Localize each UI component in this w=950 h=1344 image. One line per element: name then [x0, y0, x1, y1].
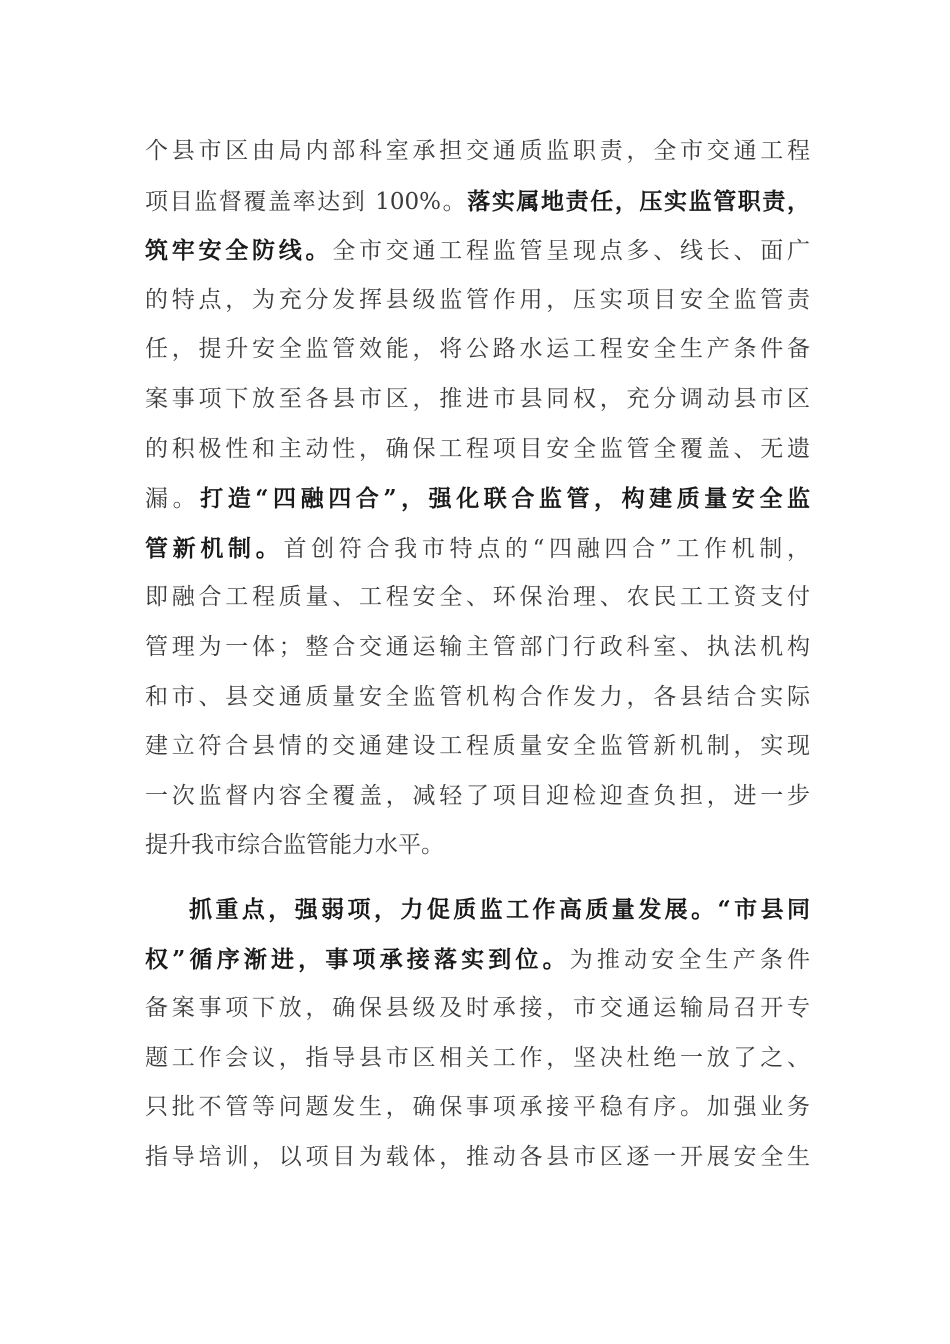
text-run: 题工作会议，指导县市区相关工作，坚决杜绝一放了之、	[145, 1044, 810, 1071]
text-run: 案事项下放至各县市区，推进市县同权，充分调动县市区	[145, 385, 810, 412]
text-line	[145, 1133, 810, 1183]
text-line	[145, 673, 810, 723]
text-run: 首创符合我市特点的“四融四合”工作机制，	[283, 535, 810, 562]
text-line	[145, 722, 810, 772]
text-line	[145, 984, 810, 1034]
text-line	[145, 226, 810, 276]
bold-heading-run: 权”循序渐进，事项承接落实到位。	[145, 945, 570, 973]
paragraph-spacing	[145, 871, 810, 885]
text-run: 的特点，为充分发挥县级监管作用，压实项目安全监管责	[145, 286, 810, 313]
text-run: 为推动安全生产条件	[569, 946, 811, 973]
text-run: 项目监督覆盖率达到 100%。	[145, 188, 468, 215]
text-line	[145, 375, 810, 425]
bold-heading-run: 落实属地责任，压实监管职责，	[467, 187, 810, 215]
text-run: 个县市区由局内部科室承担交通质监职责，全市交通工程	[145, 138, 810, 164]
text-line	[145, 276, 810, 326]
text-line	[145, 325, 810, 375]
text-run: 提升我市综合监管能力水平。	[145, 832, 444, 859]
text-run: 和市、县交通质量安全监管机构合作发力，各县结合实际	[145, 683, 810, 710]
text-run: 任，提升安全监管效能，将公路水运工程安全生产条件备	[145, 336, 810, 363]
text-line	[145, 772, 810, 822]
text-run: 管理为一体；整合交通运输主管部门行政科室、执法机构	[145, 633, 810, 660]
text-run: 一次监督内容全覆盖，减轻了项目迎检迎查负担，进一步	[145, 782, 810, 809]
text-run: 指导培训，以项目为载体，推动各县市区逐一开展安全生	[145, 1143, 810, 1170]
text-run: 漏。	[145, 486, 201, 513]
text-line	[145, 885, 810, 935]
text-line	[145, 474, 810, 524]
text-run: 即融合工程质量、工程安全、环保治理、农民工工资支付	[145, 584, 810, 611]
text-run: 全市交通工程监管呈现点多、线长、面广	[332, 238, 810, 265]
bold-heading-run: 筑牢安全防线。	[145, 237, 333, 265]
text-line	[145, 524, 810, 574]
text-run: 备案事项下放，确保县级及时承接，市交通运输局召开专	[145, 995, 810, 1022]
bold-heading-run: 抓重点，强弱项，力促质监工作高质量发展。“市县同	[189, 895, 810, 923]
text-line	[145, 821, 810, 871]
text-line	[145, 127, 810, 177]
paragraph-1	[145, 127, 810, 871]
text-line	[145, 177, 810, 227]
text-run: 的积极性和主动性，确保工程项目安全监管全覆盖、无遗	[145, 435, 810, 462]
text-line	[145, 1083, 810, 1133]
text-line	[145, 425, 810, 475]
text-line	[145, 573, 810, 623]
text-line	[145, 623, 810, 673]
bold-heading-run: 管新机制。	[145, 534, 284, 562]
document-page	[145, 127, 810, 1182]
bold-heading-run: 打造“四融四合”，强化联合监管，构建质量安全监	[200, 485, 811, 513]
text-run: 建立符合县情的交通建设工程质量安全监管新机制，实现	[145, 733, 810, 760]
text-line	[145, 1034, 810, 1084]
text-run: 只批不管等问题发生，确保事项承接平稳有序。加强业务	[145, 1094, 810, 1121]
paragraph-2	[145, 885, 810, 1183]
text-line	[145, 935, 810, 985]
